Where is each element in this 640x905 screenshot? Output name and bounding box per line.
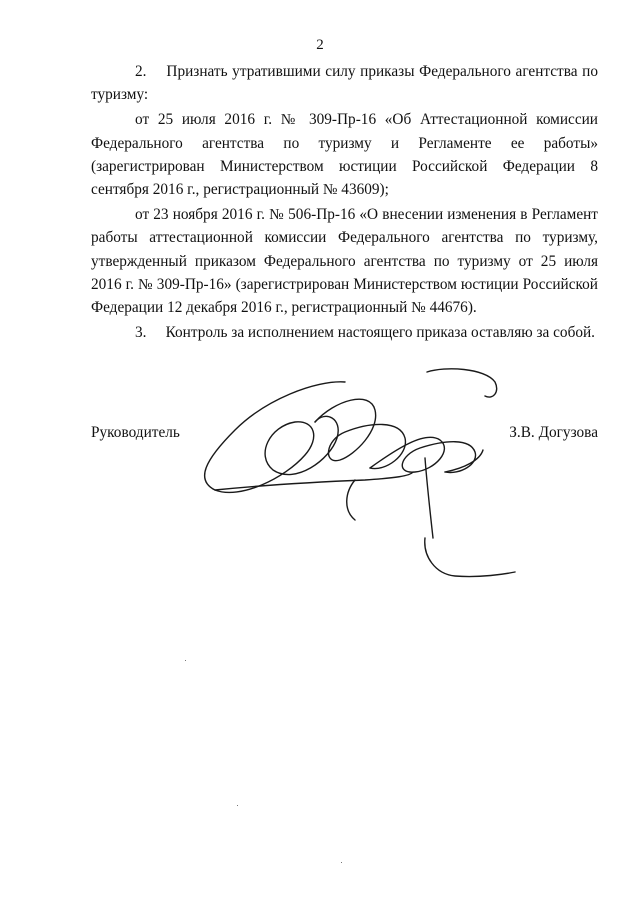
handwritten-signature [195,360,525,585]
paragraph-repeal-order-506: от 23 ноября 2016 г. № 506-Пр-16 «О внесении изменения в Регламент работы аттестационной комиссии Федерального агентства по туризму, утвержденный приказом Федерального агентства по туризму от 25 июля 2016 г. № 309-Пр-16» (зарегистрирован Министерством юстиции Российской Федерации 12 декабря 2016 г., регистрационный № 44676). [91,206,598,317]
paragraph-item-2: 2. Признать утратившими силу приказы Федерального агентства по туризму: [91,63,598,104]
paragraph-repeal-order-309: от 25 июля 2016 г. № 309-Пр-16 «Об Аттестационной комиссии Федерального агентства по туризму и Регламенте ее работы» (зарегистрирован Министерством юстиции Российской Федерации 8 сентября 2016 г., регистрационный № 43609); [91,111,598,199]
scan-speck [341,862,342,863]
page-number: 2 [316,37,324,53]
document-body [91,60,598,344]
scan-speck [237,805,238,806]
signatory-title: Руководитель [91,424,180,441]
paragraph-item-3: 3. Контроль за исполнением настоящего приказа оставляю за собой. [135,324,596,342]
scan-speck [185,660,186,661]
signatory-name: З.В. Догузова [509,424,598,441]
